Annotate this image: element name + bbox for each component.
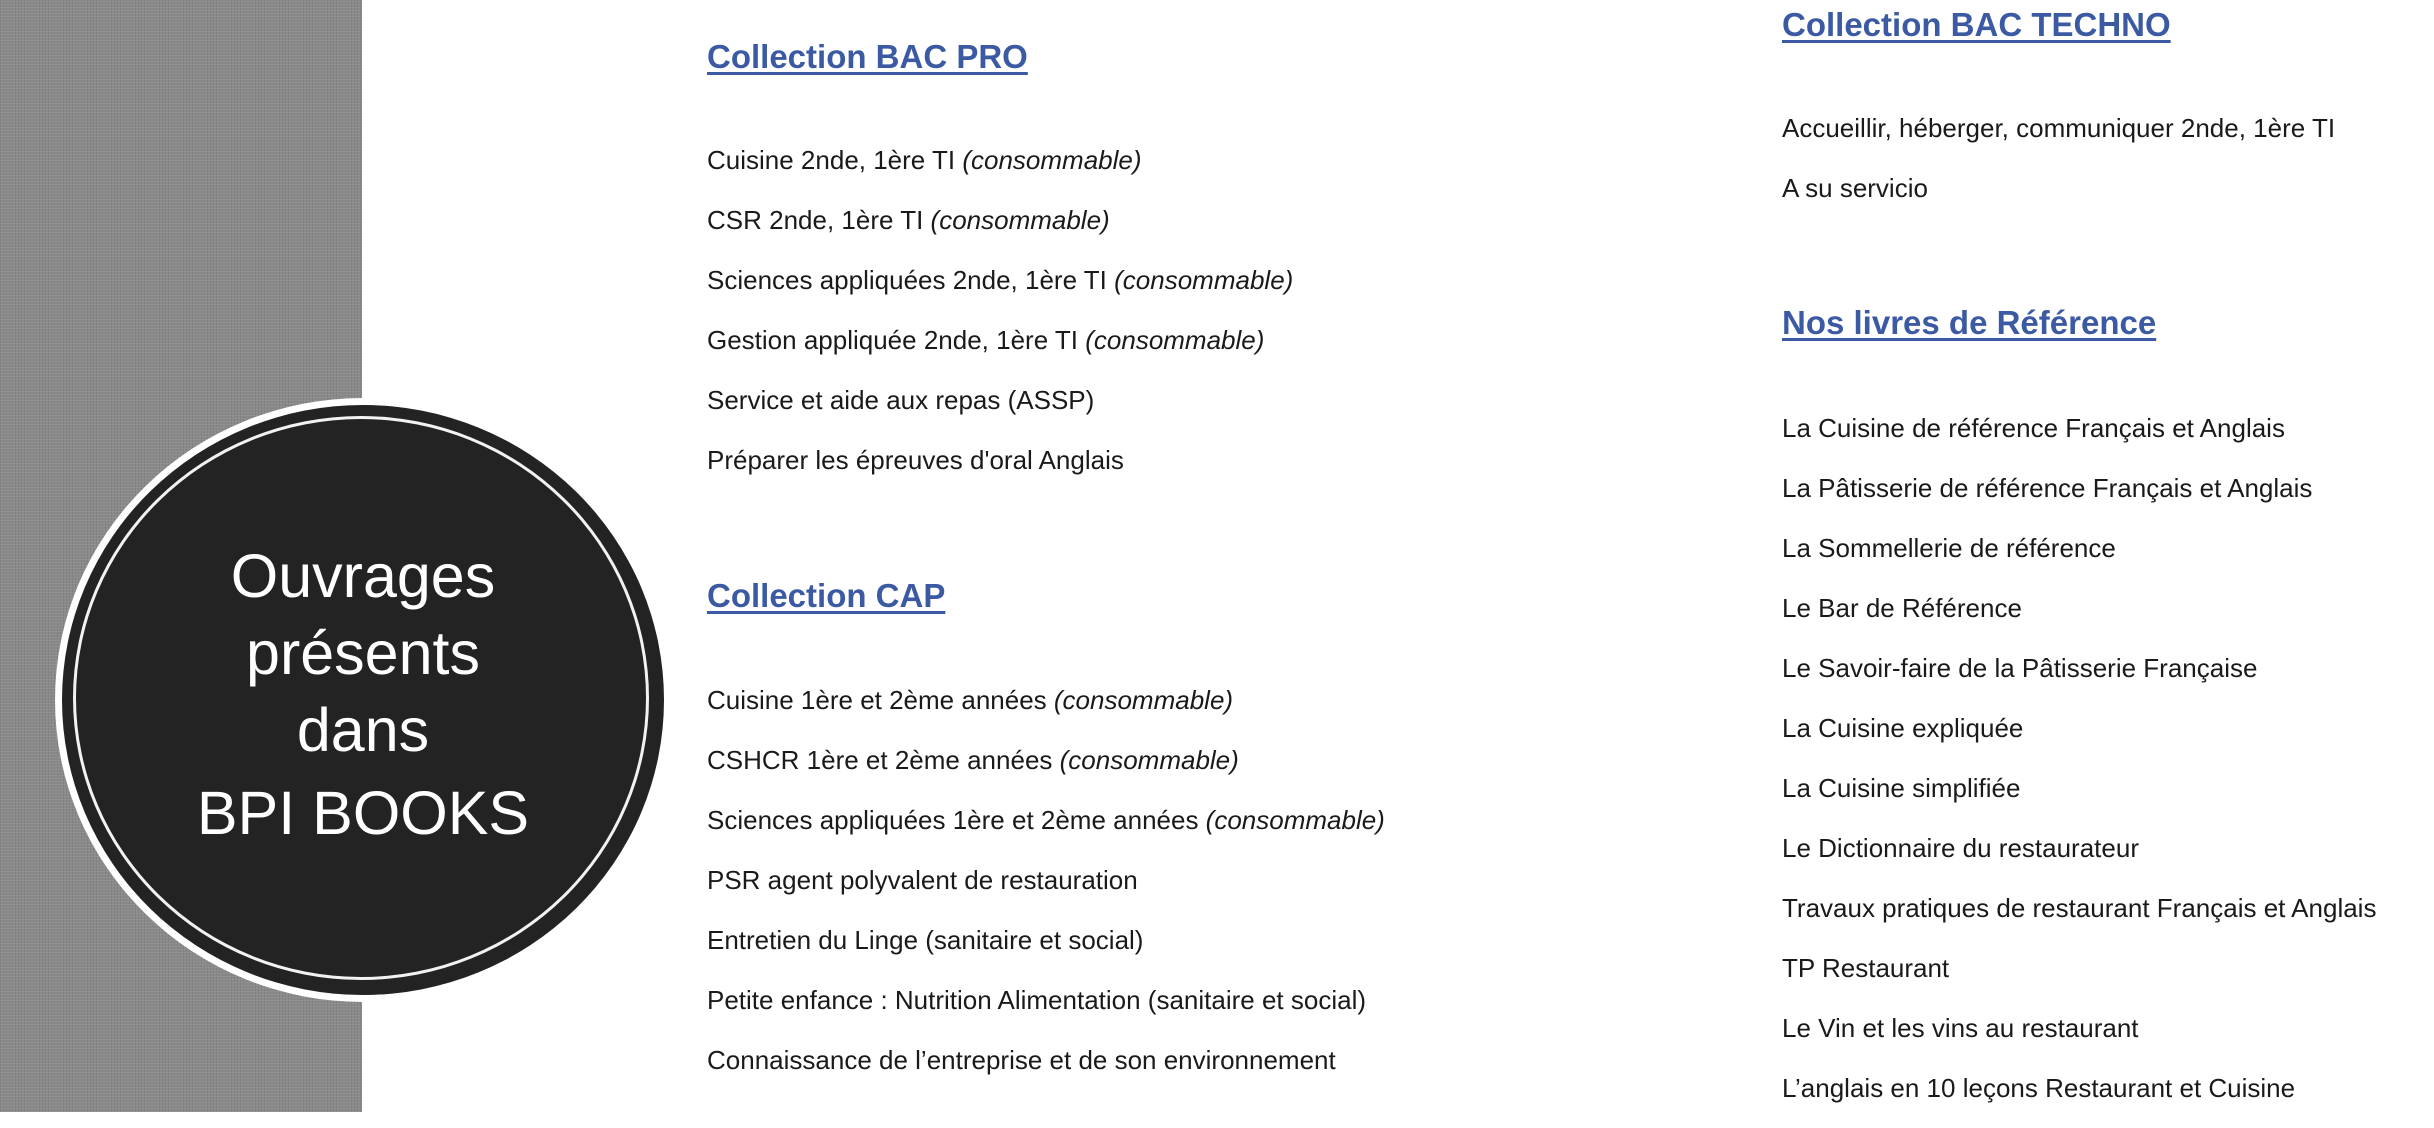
item-title: La Cuisine de référence Français et Anglais [1782,413,2285,443]
item-title: La Sommellerie de référence [1782,533,2116,563]
list-item [1782,588,2376,648]
item-title: Le Bar de Référence [1782,593,2022,623]
item-title: Entretien du Linge (sanitaire et social) [707,925,1144,955]
section-title-reference: Nos livres de Référence [1782,304,2157,341]
list-item [1782,708,2376,768]
section-title-cap: Collection CAP [707,577,946,614]
list-item [1782,528,2376,588]
list-bac-pro [707,140,1293,500]
item-note: (consommable) [962,145,1142,175]
section-title-bac-techno: Collection BAC TECHNO [1782,6,2171,43]
list-reference [1782,408,2376,1128]
badge-line-2: présents [246,619,480,687]
list-item [1782,1008,2376,1068]
list-item [1782,768,2376,828]
item-title: Le Dictionnaire du restaurateur [1782,833,2139,863]
item-note: (consommable) [1085,325,1265,355]
list-item [707,740,1385,800]
list-item [707,980,1385,1040]
list-item [707,1040,1385,1100]
item-title: A su servicio [1782,173,1928,203]
item-title: Sciences appliquées 1ère et 2ème années [707,805,1206,835]
list-item [707,260,1293,320]
item-title: Travaux pratiques de restaurant Français et Anglais [1782,893,2377,923]
list-item [707,140,1293,200]
item-title: Service et aide aux repas (ASSP) [707,385,1095,415]
item-title: Cuisine 1ère et 2ème années [707,685,1054,715]
list-item [1782,648,2376,708]
list-item [707,800,1385,860]
list-item [1782,468,2376,528]
list-item [1782,888,2376,948]
item-title: Préparer les épreuves d'oral Anglais [707,445,1124,475]
list-item [1782,108,2335,168]
list-item [707,860,1385,920]
list-item [707,380,1293,440]
list-item [707,920,1385,980]
item-note: (consommable) [1205,805,1385,835]
item-title: CSR 2nde, 1ère TI [707,205,931,235]
badge-line-3: dans [296,696,430,764]
list-cap [707,680,1385,1100]
item-title: L’anglais en 10 leçons Restaurant et Cuisine [1782,1073,2296,1103]
list-bac-techno [1782,108,2335,228]
item-title: Connaissance de l’entreprise et de son environnement [707,1045,1336,1075]
list-item [707,680,1385,740]
item-note: (consommable) [1114,265,1294,295]
item-title: Petite enfance : Nutrition Alimentation (sanitaire et social) [707,985,1367,1015]
item-title: Gestion appliquée 2nde, 1ère TI [707,325,1086,355]
item-title: Le Vin et les vins au restaurant [1782,1013,2139,1043]
item-title: Sciences appliquées 2nde, 1ère TI [707,265,1115,295]
item-note: (consommable) [930,205,1110,235]
item-note: (consommable) [1059,745,1239,775]
list-item [707,200,1293,260]
badge-title [150,538,576,852]
badge-line-4: BPI BOOKS [196,779,530,847]
list-item [1782,408,2376,468]
item-title: La Pâtisserie de référence Français et Anglais [1782,473,2313,503]
item-title: PSR agent polyvalent de restauration [707,865,1138,895]
item-title: La Cuisine expliquée [1782,713,2024,743]
list-item [707,440,1293,500]
list-item [1782,1068,2376,1128]
list-item [1782,828,2376,888]
item-title: CSHCR 1ère et 2ème années [707,745,1060,775]
item-title: Cuisine 2nde, 1ère TI [707,145,963,175]
item-title: TP Restaurant [1782,953,1950,983]
list-item [707,320,1293,380]
section-title-bac-pro: Collection BAC PRO [707,38,1028,75]
item-title: Accueillir, héberger, communiquer 2nde, 1ère TI [1782,113,2336,143]
item-note: (consommable) [1053,685,1234,715]
item-title: Le Savoir-faire de la Pâtisserie Française [1782,653,2258,683]
item-title: La Cuisine simplifiée [1782,773,2021,803]
list-item [1782,948,2376,1008]
badge-line-1: Ouvrages [230,542,496,610]
list-item [1782,168,2335,228]
